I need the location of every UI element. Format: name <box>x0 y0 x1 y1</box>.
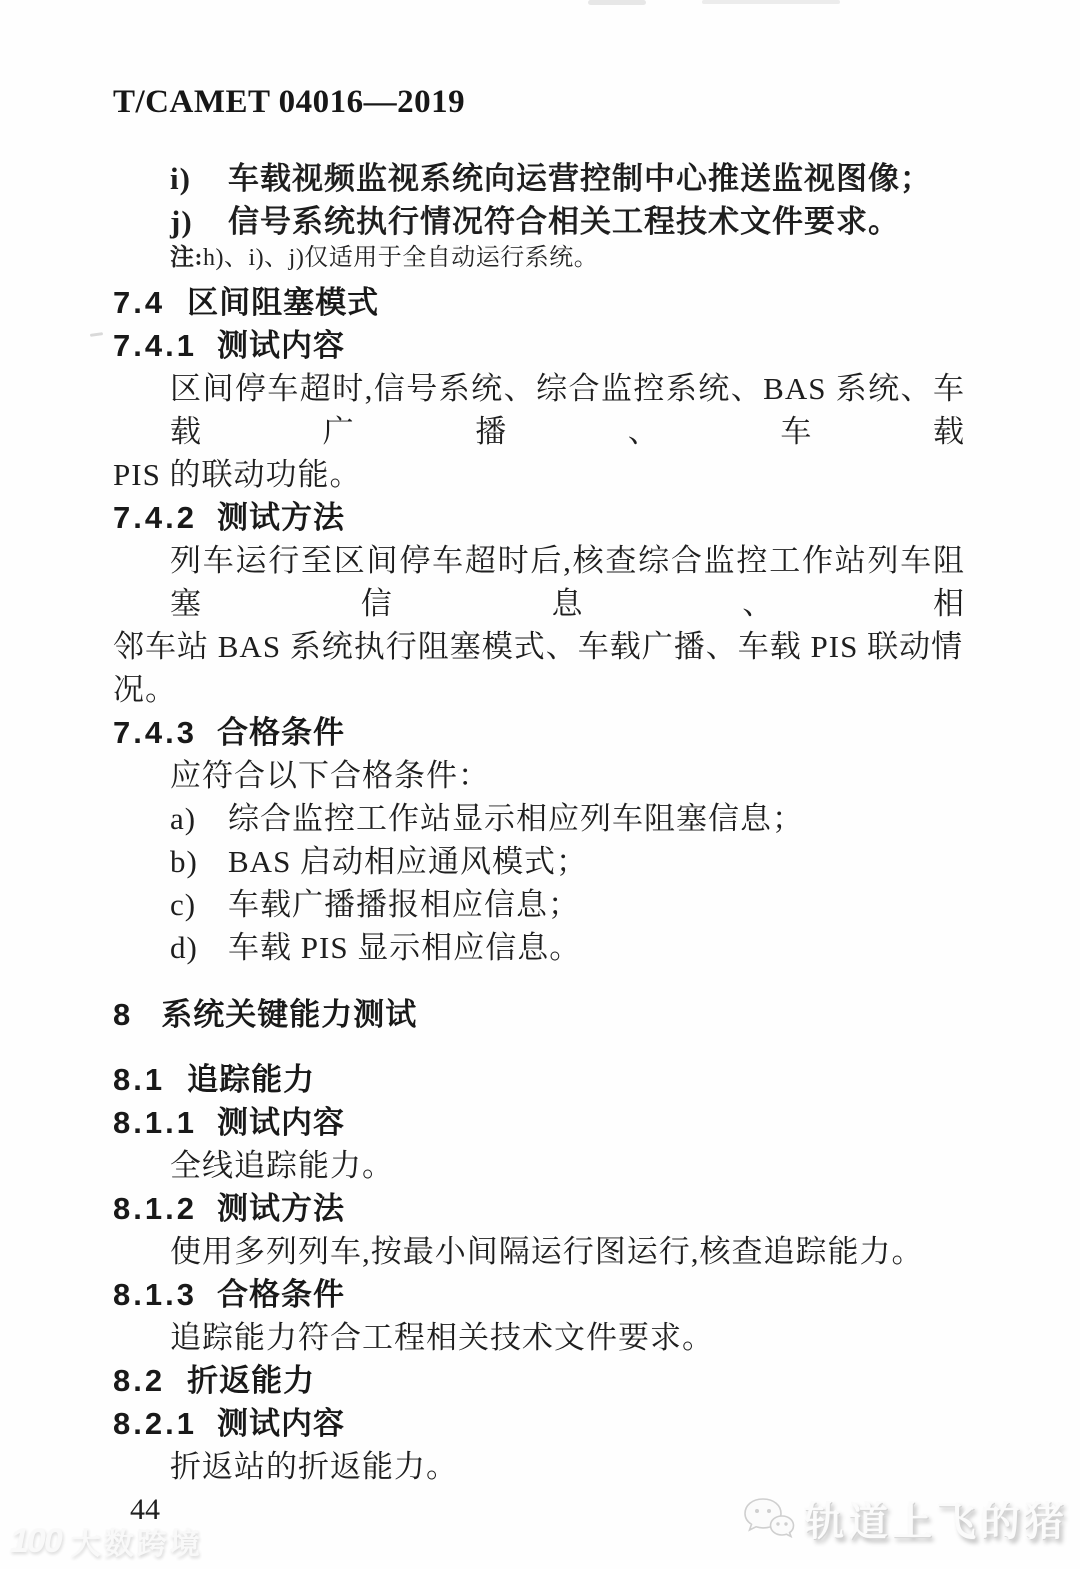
paragraph-line: 应符合以下合格条件： <box>170 758 490 793</box>
list-item-label: b) <box>170 844 198 879</box>
section-title: 合格条件 <box>216 1277 345 1312</box>
note-text: h)、i)、j)仅适用于全自动运行系统。 <box>203 245 599 271</box>
list-item-text: BAS 启动相应通风模式； <box>228 844 589 879</box>
list-item-text: 信号系统执行情况符合相关工程技术文件要求。 <box>228 204 900 239</box>
section-title: 测试方法 <box>216 500 345 535</box>
note-prefix: 注: <box>170 245 203 271</box>
section-heading-8-2-1 <box>113 1402 965 1445</box>
document-code-header: T/CAMET 04016—2019 <box>113 84 466 120</box>
section-number: 7.4.2 <box>113 500 197 535</box>
list-item-b <box>113 840 965 883</box>
section-number: 8 <box>113 997 134 1032</box>
list-item-text: 车载 PIS 显示相应信息。 <box>228 930 582 965</box>
section-number: 8.1 <box>113 1062 166 1097</box>
section-number: 8.1.1 <box>113 1105 197 1140</box>
scan-artifact-speck <box>90 332 103 337</box>
watermark-wechat-account <box>742 1490 1068 1547</box>
list-item-text: 车载视频监视系统向运营控制中心推送监视图像； <box>228 161 932 196</box>
paragraph-line: PIS 的联动功能。 <box>113 457 362 492</box>
section-heading-8-1-3 <box>113 1273 965 1316</box>
list-item-label: d) <box>170 930 198 965</box>
scan-artifact-top-smudge <box>588 0 646 5</box>
list-item-a <box>113 797 965 840</box>
paragraph-line: 列车运行至区间停车超时后,核查综合监控工作站列车阻塞信息、相 <box>170 543 965 621</box>
chapter-heading-8 <box>113 993 965 1036</box>
wechat-chat-bubbles-icon <box>742 1496 796 1542</box>
section-heading-8-1-2 <box>113 1187 965 1230</box>
section-title: 测试内容 <box>216 328 345 363</box>
list-item-j <box>113 200 965 243</box>
section-heading-7-4-3 <box>113 711 965 754</box>
paragraph-line: 使用多列列车,按最小间隔运行图运行,核查追踪能力。 <box>170 1234 924 1269</box>
section-number: 7.4.1 <box>113 328 197 363</box>
list-item-label: i) <box>170 161 191 196</box>
paragraph-line: 邻车站 BAS 系统执行阻塞模式、车载广播、车载 PIS 联动情况。 <box>113 629 964 707</box>
paragraph-line: 全线追踪能力。 <box>170 1148 394 1183</box>
list-item-label: c) <box>170 887 197 922</box>
list-item-c <box>113 883 965 926</box>
paragraph-line: 追踪能力符合工程相关技术文件要求。 <box>170 1320 714 1355</box>
section-title: 追踪能力 <box>187 1062 316 1097</box>
section-number: 8.1.3 <box>113 1277 197 1312</box>
section-title: 测试内容 <box>216 1105 345 1140</box>
section-number: 8.2.1 <box>113 1406 197 1441</box>
section-heading-8-1-1 <box>113 1101 965 1144</box>
section-title: 测试方法 <box>216 1191 345 1226</box>
list-item-text: 车载广播播报相应信息； <box>228 887 580 922</box>
section-number: 8.1.2 <box>113 1191 197 1226</box>
section-number: 7.4 <box>113 285 166 320</box>
page-number: 44 <box>130 1493 160 1526</box>
list-item-d <box>113 926 965 969</box>
scan-artifact-top-smudge <box>702 0 840 4</box>
section-title: 折返能力 <box>187 1363 316 1398</box>
section-heading-7-4-1 <box>113 324 965 367</box>
section-heading-8-1 <box>113 1058 965 1101</box>
section-title: 系统关键能力测试 <box>161 997 418 1032</box>
list-item-label: a) <box>170 801 197 836</box>
section-heading-7-4-2 <box>113 496 965 539</box>
section-heading-8-2 <box>113 1359 965 1402</box>
watermark-text: 大数跨境 <box>70 1528 203 1561</box>
section-heading-7-4 <box>113 281 965 324</box>
paragraph-line: 折返站的折返能力。 <box>170 1449 458 1484</box>
section-title: 测试内容 <box>216 1406 345 1441</box>
dashu-logo-icon: 100 <box>10 1521 61 1560</box>
list-item-text: 综合监控工作站显示相应列车阻塞信息； <box>228 801 804 836</box>
section-number: 8.2 <box>113 1363 166 1398</box>
list-item-i <box>113 157 965 200</box>
watermark-dashu <box>10 1519 203 1563</box>
section-title: 区间阻塞模式 <box>187 285 380 320</box>
note-line <box>113 243 965 273</box>
watermark-text: 轨道上飞的猪 <box>804 1500 1068 1544</box>
section-number: 7.4.3 <box>113 715 197 750</box>
section-title: 合格条件 <box>216 715 345 750</box>
list-item-label: j) <box>170 204 193 239</box>
paragraph-line: 区间停车超时,信号系统、综合监控系统、BAS 系统、车载广播、车载 <box>170 371 965 449</box>
